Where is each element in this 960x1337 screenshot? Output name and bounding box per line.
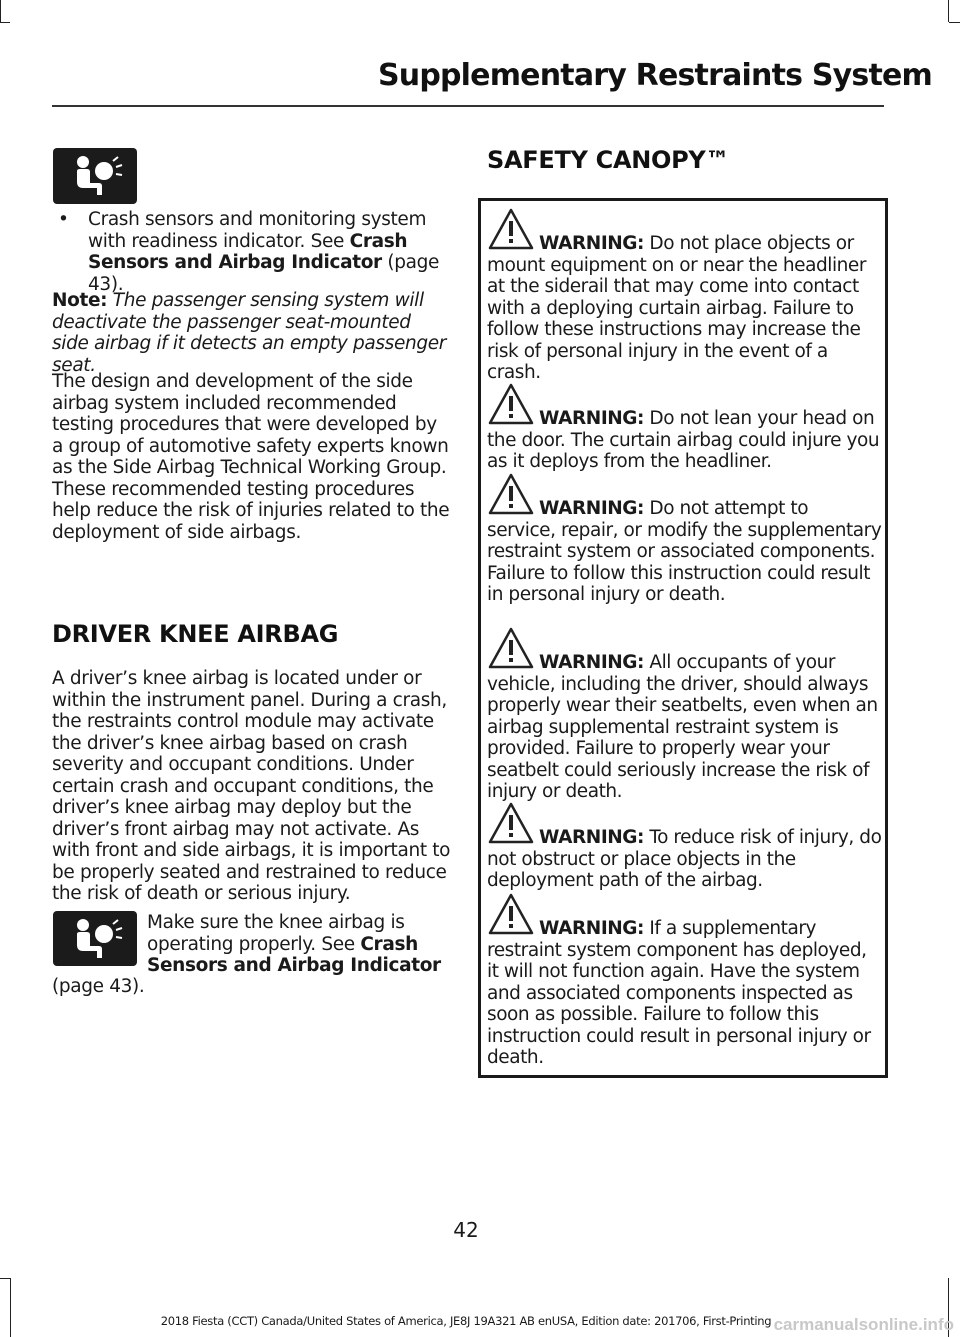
airbag-indicator-icon xyxy=(53,911,137,966)
warning-triangle-icon xyxy=(487,801,535,845)
page-title: Supplementary Restraints System xyxy=(377,58,932,93)
note-label: Note: xyxy=(52,290,108,311)
warning-text: All occupants of your vehicle, including the driver, should always properly wear their seatbelts, even when an airbag supplemental restraint system is provided. Failure to properly wear your seatbelt could seriously increase the risk of injury or death. xyxy=(487,652,878,802)
airbag-indicator-icon xyxy=(53,148,137,204)
section-heading-safety-canopy: SAFETY CANOPY™ xyxy=(487,146,730,174)
crop-mark xyxy=(0,1278,10,1279)
warning-triangle-icon xyxy=(487,382,535,426)
warning-item xyxy=(487,498,882,606)
cross-reference-link[interactable]: Crash Sensors and Airbag Indicator xyxy=(147,933,441,976)
warning-item xyxy=(487,233,882,384)
check-page-ref: (page 43). xyxy=(52,976,145,997)
warning-label: WARNING: xyxy=(539,233,644,254)
warning-triangle-icon xyxy=(487,207,535,251)
warning-item xyxy=(487,827,882,892)
warning-triangle-icon xyxy=(487,626,535,670)
page-number: 42 xyxy=(453,1218,479,1242)
warning-label: WARNING: xyxy=(539,408,644,429)
crop-mark xyxy=(0,0,1,22)
warning-text: Do not place objects or mount equipment on or near the headliner at the siderail that may come into contact with a deploying curtain airbag. Failure to follow these instructions may increase the risk of personal injury in the event of a crash. xyxy=(487,233,867,383)
warning-label: WARNING: xyxy=(539,827,644,848)
check-text: Make sure the knee airbag is operating properly. See xyxy=(147,912,405,955)
crop-mark xyxy=(10,1278,11,1337)
cross-reference-link[interactable]: Crash Sensors and Airbag Indicator xyxy=(88,230,408,273)
warning-text: To reduce risk of injury, do not obstruct or place objects in the deployment path of the airbag. xyxy=(487,827,882,891)
note xyxy=(52,290,452,376)
warning-item xyxy=(487,918,882,1069)
bullet-item xyxy=(52,209,452,295)
note-text: The passenger sensing system will deactivate the passenger seat-mounted side airbag if it detects an empty passenger seat. xyxy=(52,290,447,376)
warning-triangle-icon xyxy=(487,472,535,516)
crop-mark xyxy=(948,0,949,22)
bullet-marker: • xyxy=(58,209,69,230)
warning-triangle-icon xyxy=(487,892,535,936)
warning-item xyxy=(487,652,882,803)
knee-airbag-paragraph: A driver’s knee airbag is located under or within the instrument panel. During a crash, the restraints control module may activate the driver’s knee airbag based on crash severity and occupant conditions. Under certain crash and occupant conditions, the driver’s knee airbag may deploy but the driver’s front airbag may not activate. As with front and side airbags, it is important to be properly seated and restrained to reduce the risk of death or serious injury. xyxy=(52,668,451,904)
warning-label: WARNING: xyxy=(539,652,644,673)
warning-label: WARNING: xyxy=(539,918,644,939)
bullet-text: Crash sensors and monitoring system with readiness indicator. See xyxy=(88,209,427,252)
warning-label: WARNING: xyxy=(539,498,644,519)
footer-edition-info: 2018 Fiesta (CCT) Canada/United States of America, JE8J 19A321 AB enUSA, Edition date: 201706, First-Printing xyxy=(160,1314,772,1328)
warning-text: Do not lean your head on the door. The curtain airbag could injure you as it deploys from the headliner. xyxy=(487,408,880,472)
crop-mark xyxy=(0,22,10,23)
section-heading-knee-airbag: DRIVER KNEE AIRBAG xyxy=(52,620,339,648)
knee-airbag-check-paragraph xyxy=(147,912,452,977)
crop-mark xyxy=(949,22,960,23)
warning-text: Do not attempt to service, repair, or modify the supplementary restraint system or associated components. Failure to follow this instruction could result in personal injury or death. xyxy=(487,498,882,605)
warning-item xyxy=(487,408,882,473)
header-rule xyxy=(52,105,884,107)
watermark: carmanualsonline.info xyxy=(773,1315,954,1334)
bullet-page-ref: (page 43). xyxy=(88,252,440,295)
warning-text: If a supplementary restraint system component has deployed, it will not function again. Have the system and associated components inspected as soon as possible. Failure to follow this instruction could result in personal injury or death. xyxy=(487,918,871,1068)
side-airbag-paragraph: The design and development of the side airbag system included recommended testing procedures that were developed by a group of automotive safety experts known as the Side Airbag Technical Working Group. These recommended testing procedures help reduce the risk of injuries related to the deployment of side airbags. xyxy=(52,371,450,543)
